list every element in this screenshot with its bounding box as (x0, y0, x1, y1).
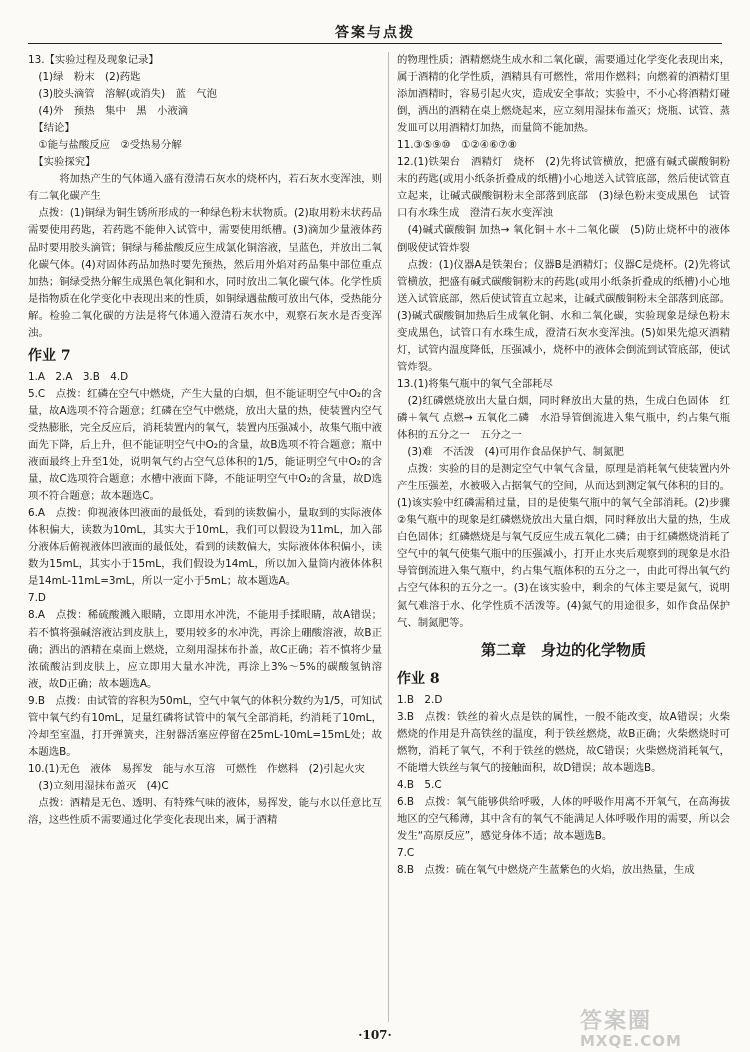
answer-item: 6.B 点拨：氧气能够供给呼吸，人体的呼吸作用离不开氧气，在高海拔地区的空气稀薄，其中含有的氧气不能满足人体呼吸作用的需要，所以会发生“高原反应”，感觉身体不适；故本题选B。 (397, 795, 730, 843)
watermark-logo (580, 1004, 732, 1048)
answer-item: 9.B 点拨：由试管的容积为50mL，空气中氧气的体积分数约为1/5，可知试管中氧气约有10mL，足量红磷将试管中的氧气全部消耗，约消耗了10mL，冷却至室温，打开弹簧夹，注射器活塞应停留在25mL-10mL=15mL处；故本题选B。 (28, 694, 382, 758)
answer-item: 10.(1)无色 液体 易挥发 能与水互溶 可燃性 作燃料 (2)引起火灾 (28, 762, 365, 775)
chapter-heading: 第二章 身边的化学物质 (480, 640, 646, 659)
answer-item: (1)绿 粉末 (2)药匙 (28, 71, 141, 84)
answer-item: 7.D (28, 592, 46, 605)
answer-item: 8.B 点拨：硫在氧气中燃烧产生蓝紫色的火焰，放出热量，生成 (397, 864, 695, 877)
answer-item: 点拨：(1)铜绿为铜生锈所形成的一种绿色粉末状物质。(2)取用粉末状药品需要使用药匙，若药匙不能伸入试管中，需要使用纸槽。(3)滴加少量液体药品时要用胶头滴管；铜绿与稀盐酸反应生成氯化铜溶液，呈蓝色，并放出二氧化碳气体。(4)对固体药品加热时要先预热，然后用外焰对药品集中部位重点加热；铜绿受热分解生成黑色氧化铜和水，同时放出二氧化碳气体。化学性质是指物质在化学变化中表现出来的性质，如铜绿遇盐酸可放出气体，受热能分解。检验二氧化碳的方法是将气体通入澄清石灰水中，观察石灰水是否变浑浊。 (28, 207, 382, 339)
homework-heading: 作业 7 (28, 347, 71, 364)
answer-item: 1.A 2.A 3.B 4.D (28, 370, 129, 383)
left-column (28, 52, 382, 829)
answer-item: 点拨：实验的目的是测定空气中氧气含量，原理是消耗氧气使装置内外产生压强差，水被吸入占据氧气的空间，从而达到测定氧气体积的目的。(1)该实验中红磷需稍过量，目的是使集气瓶中的氧气全部消耗。(2)步骤②集气瓶中的现象是红磷燃烧放出大量白烟，同时释放出大量的热，生成白色固体；红磷燃烧是与氧气反应生成五氧化二磷；由于红磷燃烧消耗了空气中的氧气使集气瓶中的压强减小，打开止水夹后观察到的现象是水沿导管倒流进入集气瓶中，约占集气瓶体积的五分之一，由此可得出氧气约占空气体积的五分之一。(3)在该实验中，剩余的气体主要是氮气，说明氮气难溶于水、化学性质不活泼等。(4)氮气的用途很多，如作食品保护气、制氮肥等。 (397, 463, 730, 629)
answer-item: 点拨：(1)仪器A是铁架台；仪器B是酒精灯；仪器C是烧杯。(2)先将试管横放，把盛有碱式碳酸铜粉末的药匙(或用小纸条折叠成的纸槽)小心地送入试管底部，然后使试管直立起来，让碱式碳酸铜粉末全部落到底部。(3)碱式碳酸铜加热后生成氧化铜、水和二氧化碳，实验现象是绿色粉末变成黑色，试管口有水珠生成，澄清石灰水变浑浊。(5)如果先熄灭酒精灯，试管内温度降低，压强减小，烧杯中的液体会倒流到试管底部，使试管炸裂。 (397, 258, 730, 373)
page-number: ·107· (358, 1028, 392, 1042)
answer-item: 6.A 点拨：仰视液体凹液面的最低处，看到的读数偏小，量取到的实际液体体积偏大，读数为10mL，其实大于10mL，我们可以假设为11mL，加入部分液体后俯视液体凹液面的最低处，看到的读数偏大，实际液体体积偏小，读数为15mL，其实小于15mL，我们假设为14mL，所以加入量筒内液体体积是14mL-11mL=3mL，所以一定小于5mL；故本题选A。 (28, 507, 382, 588)
answer-item: 【结论】 (28, 122, 75, 135)
answer-item: ①能与盐酸反应 ②受热易分解 (28, 139, 182, 152)
answer-item: 的物理性质；酒精燃烧生成水和二氧化碳，需要通过化学变化表现出来，属于酒精的化学性质，酒精具有可燃性，常用作燃料；向燃着的酒精灯里添加酒精时，容易引起火灾，造成安全事故；实验中，不小心将酒精灯碰倒，洒出的酒精在桌上燃烧起来，应立刻用湿抹布盖灭；烧瓶、试管、蒸发皿可以用酒精灯加热，而量筒不能加热。 (397, 54, 730, 135)
page-header (0, 0, 750, 46)
answer-item: 8.A 点拨：稀硫酸溅入眼睛，立即用水冲洗，不能用手揉眼睛，故A错误；若不慎将强碱溶液沾到皮肤上，要用较多的水冲洗，再涂上硼酸溶液，故B正确；洒出的酒精在桌面上燃烧，立刻用湿抹布扑盖，故C正确；若不慎将少量浓硫酸沾到皮肤上，应立即用大量水冲洗，再涂上3%～5%的碳酸氢钠溶液，故D正确；故本题选A。 (28, 609, 382, 690)
header-title: 答案与点拨 (335, 25, 415, 41)
answer-item: (2)红磷燃烧放出大量白烟，同时释放出大量的热，生成白色固体 红磷＋氧气 点燃→ 五氧化二磷 水沿导管倒流进入集气瓶中，约占集气瓶体积的五分之一 五分之一 (397, 394, 730, 442)
answer-item: 将加热产生的气体通入盛有澄清石灰水的烧杯内，若石灰水变浑浊，则有二氧化碳产生 (28, 173, 382, 203)
answer-item: (3)难 不活泼 (4)可用作食品保护气、制氮肥 (397, 446, 624, 459)
answer-item: 3.B 点拨：铁丝的着火点是铁的属性，一般不能改变，故A错误；火柴燃烧的作用是升高铁丝的温度，利于铁丝燃烧，故B正确；火柴燃烧时可燃物，消耗了氧气，不利于铁丝的燃烧，故C错误；火柴燃烧消耗氧气，不能增大铁丝与氧气的接触面积，故D错误；故本题选B。 (397, 710, 730, 774)
answer-item: 12.(1)铁架台 酒精灯 烧杯 (2)先将试管横放，把盛有碱式碳酸铜粉末的药匙(或用小纸条折叠成的纸槽)小心地送入试管底部，然后使试管直立起来，让碱式碳酸铜粉末全部落到底部 (3)绿色粉末变成黑色 试管口有水珠生成 澄清石灰水变浑浊 (397, 156, 730, 220)
header-rule (28, 43, 722, 44)
right-column (397, 52, 730, 879)
answer-item: 11.③⑤⑨⑩ ①②④⑥⑦⑧ (397, 139, 518, 152)
answer-item: 1.B 2.D (397, 693, 443, 706)
watermark-url: MXQE.COM (580, 1032, 682, 1050)
answer-item: (3)立刻用湿抹布盖灭 (4)C (28, 779, 169, 792)
answer-item: 点拨：酒精是无色、透明、有特殊气味的液体，易挥发，能与水以任意比互溶，这些性质不需要通过化学变化表现出来，属于酒精 (28, 796, 382, 827)
answer-item: 5.C 点拨：红磷在空气中燃烧，产生大量的白烟，但不能证明空气中O₂的含量，故A选项不符合题意；红磷在空气中燃烧，放出大量的热，使装置内空气受热膨胀，完全反应后，消耗装置内的氧气，装置内压强减小，故集气瓶中液面先下降，后上升，但不能证明空气中O₂的含量，故B选项不符合题意；瓶中液面最终上升至1处，说明氧气约占空气总体积的1/5，能证明空气中O₂的含量，故C选项符合题意；水槽中液面下降，不能证明空气中O₂的含量，故D选项不符合题意；故本题选C。 (28, 387, 382, 503)
watermark-brand: 答案圈 (580, 1009, 653, 1034)
answer-item: (3)胶头滴管 溶解(或消失) 蓝 气泡 (28, 88, 218, 101)
answer-item: 13.【实验过程及现象记录】 (28, 54, 159, 66)
answer-item: 13.(1)将集气瓶中的氧气全部耗尽 (397, 377, 553, 390)
homework-heading: 作业 8 (397, 670, 440, 687)
answer-item: (4)碱式碳酸铜 加热→ 氧化铜＋水＋二氧化碳 (5)防止烧杯中的液体倒吸使试管炸裂 (397, 224, 730, 254)
answer-item: 【实验探究】 (28, 156, 96, 169)
answer-item: 7.C (397, 847, 415, 860)
column-divider (388, 52, 389, 1022)
answer-item: 4.B 5.C (397, 778, 442, 791)
answer-item: (4)外 预热 集中 黑 小液滴 (28, 105, 189, 118)
